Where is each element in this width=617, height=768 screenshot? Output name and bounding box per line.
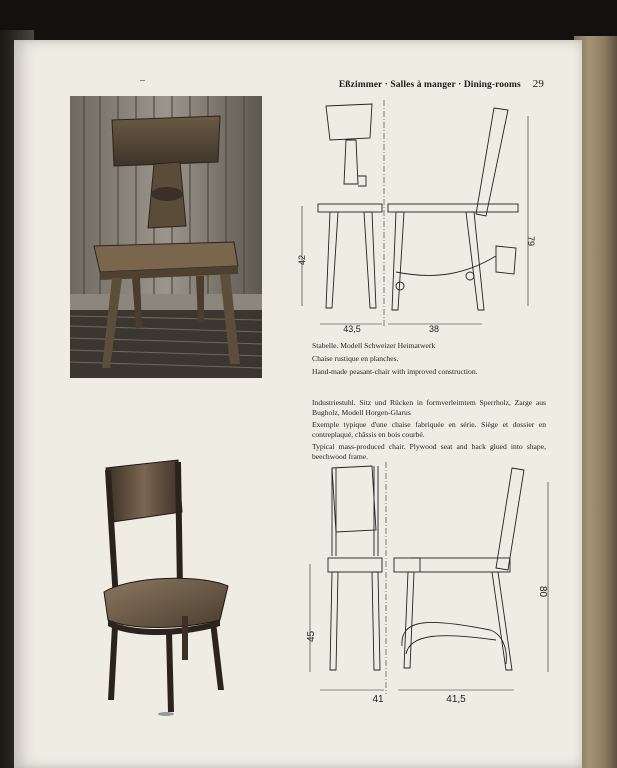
caption-peasant-fr: Chaise rustique en planches.	[312, 354, 399, 363]
peasant-chair-photo-illustration	[70, 96, 262, 378]
peasant-seat-height-label: 42	[297, 254, 307, 265]
industrial-depth-label: 41,5	[446, 694, 466, 705]
peasant-width-label: 43,5	[343, 324, 361, 334]
industrial-total-height-label: 80	[537, 586, 548, 598]
technical-drawing-peasant-chair	[296, 96, 546, 336]
industrial-chair-drawing	[290, 458, 552, 706]
industrial-width-label: 41	[372, 694, 384, 705]
caption-industrial-chair	[312, 398, 546, 464]
caption-peasant-chair	[312, 340, 542, 379]
technical-drawing-industrial-chair	[290, 458, 552, 706]
page-number: 29	[532, 78, 544, 90]
peasant-depth-label: 38	[428, 324, 440, 334]
caption-industrial-de: Industriestuhl. Sitz und Rücken in formverleimtem Sperrholz, Zarge aus Bugholz, Modell Horgen-Glarus	[312, 398, 546, 417]
caption-peasant-de: Stabelle. Modell Schweizer Heimatwerk	[312, 341, 436, 350]
caption-peasant-en: Hand-made peasant-chair with improved construction.	[312, 367, 478, 376]
photo-peasant-chair	[70, 96, 262, 378]
print-mark	[140, 80, 145, 81]
caption-industrial-fr: Exemple typique d'une chaise fabriquée en série. Siège et dossier en contreplaqué, châssis en bois courbé.	[312, 420, 546, 439]
photo-industrial-chair	[70, 450, 262, 720]
running-header	[339, 78, 544, 90]
peasant-chair-drawing	[296, 96, 546, 336]
caption-industrial-en: Typical mass-produced chair. Plywood seat and back glued into shape, beechwood frame.	[312, 442, 546, 461]
industrial-seat-height-label: 45	[306, 630, 317, 642]
header-title: Eßzimmer · Salles à manger · Dining-rooms	[338, 80, 521, 90]
peasant-total-height-label: 79	[526, 236, 536, 247]
industrial-chair-photo-illustration	[70, 450, 262, 720]
book-page	[14, 40, 582, 768]
